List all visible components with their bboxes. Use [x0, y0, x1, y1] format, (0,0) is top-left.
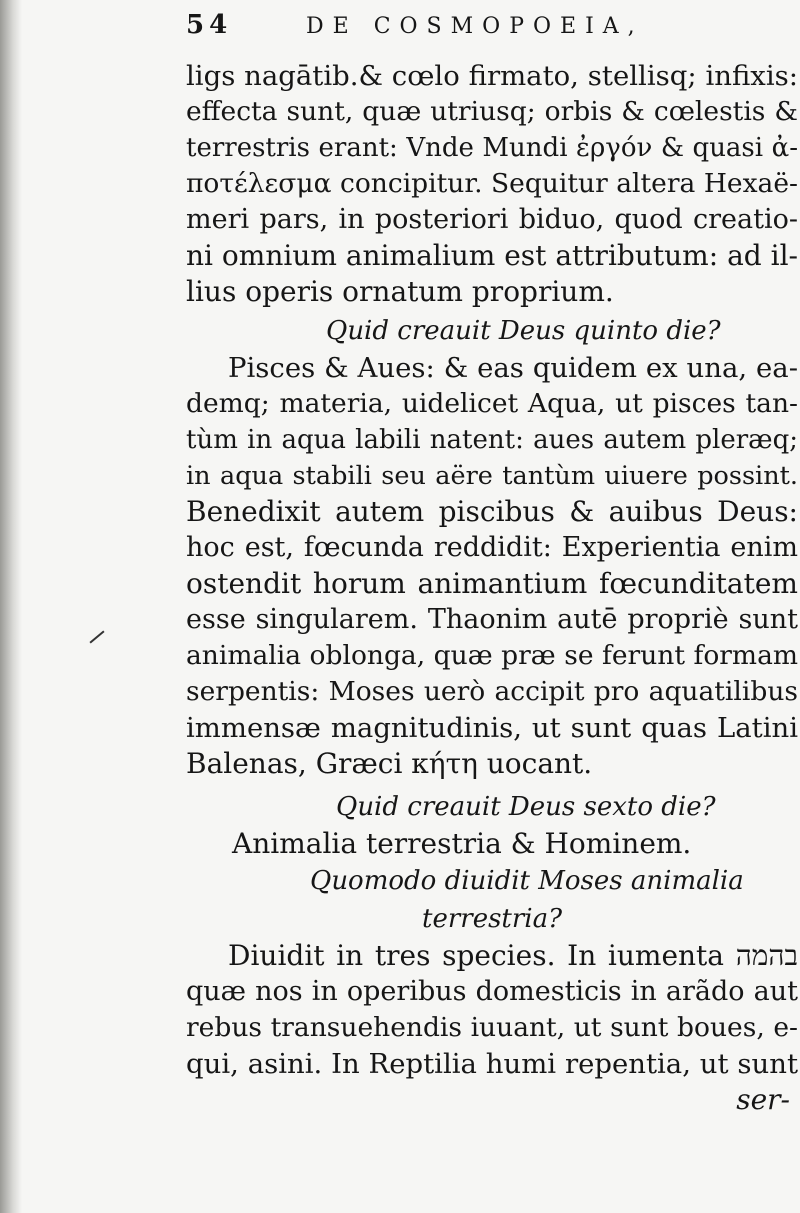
text-line: effecta sunt, quæ utriusq; orbis & cœlestis &: [186, 96, 798, 127]
text-line: ni omnium animalium est attributum: ad il-: [186, 239, 798, 272]
text-line: rebus transuehendis iuuant, ut sunt boues, e-: [186, 1012, 798, 1043]
question-heading: Quid creauit Deus quinto die?: [326, 316, 721, 346]
text-line: immensæ magnitudinis, ut sunt quas Latini: [186, 712, 798, 744]
page-number: 54: [186, 10, 233, 40]
text-line: ostendit horum animantium fœcunditatem: [186, 567, 798, 600]
text-line: qui, asini. In Reptilia humi repentia, ut sunt: [186, 1048, 798, 1080]
text-line: quæ nos in operibus domesticis in arãdo aut: [186, 976, 798, 1007]
text-line: Pisces & Aues: & eas quidem ex una, ea-: [228, 352, 798, 384]
question-heading: Quomodo diuidit Moses animalia: [310, 866, 744, 896]
text-line: esse singularem. Thaonim autē propriè sunt: [186, 604, 798, 635]
running-title: DE COSMOPOEIA,: [306, 14, 644, 39]
text-line: tùm in aqua labili natent: aues autem pleræq;: [186, 425, 798, 455]
question-heading: terrestria?: [422, 904, 563, 934]
text-line: Diuidit in tres species. In iumenta בהמה: [228, 939, 798, 972]
text-line: Benedixit autem piscibus & auibus Deus:: [186, 495, 798, 528]
paragraph-3: [186, 938, 798, 1082]
text-line: meri pars, in posteriori biduo, quod creatio-: [186, 204, 798, 235]
text-line: hoc est, fœcunda reddidit: Experientia enim: [186, 532, 798, 563]
text-line: Balenas, Græci κήτη uocant.: [186, 747, 593, 780]
text-line: lius operis ornatum proprium.: [186, 275, 614, 308]
page-header: [186, 10, 798, 58]
answer-line: Animalia terrestria & Hominem.: [232, 827, 692, 860]
margin-mark: [89, 630, 104, 643]
question-heading: Quid creauit Deus sexto die?: [336, 792, 716, 822]
paragraph-1: [186, 58, 798, 310]
text-block: [186, 10, 798, 1118]
text-line: ποτέλεσμα concipitur. Sequitur altera Hexaë-: [186, 168, 798, 199]
gutter-shadow: [0, 0, 22, 1213]
paragraph-2: [186, 350, 798, 782]
text-line: terrestris erant: Vnde Mundi ἐργόν & quasi ἀ-: [186, 133, 798, 163]
catchword: ser-: [736, 1083, 790, 1116]
text-line: serpentis: Moses uerò accipit pro aquatilibus: [186, 676, 798, 707]
text-line: animalia oblonga, quæ præ se ferunt formam: [186, 640, 798, 671]
text-line: in aqua stabili seu aëre tantùm uiuere possint.: [186, 461, 798, 491]
text-line: ligs nagātib.& cœlo firmato, stellisq; infixis:: [186, 60, 798, 92]
text-line: demq; materia, uidelicet Aqua, ut pisces tan-: [186, 388, 798, 419]
